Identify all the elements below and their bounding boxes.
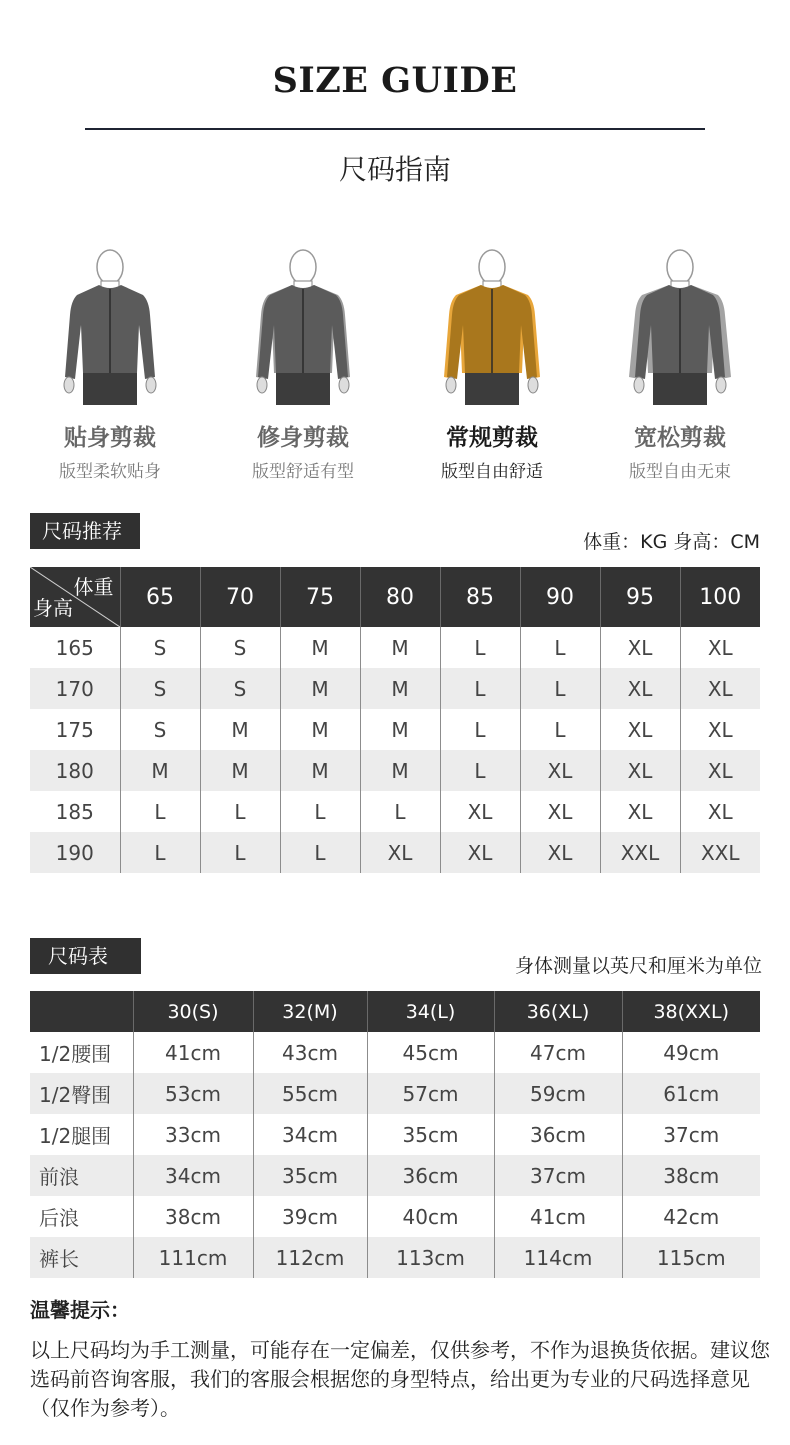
size-cell: L (440, 709, 520, 750)
measure-value-cell: 38cm (622, 1155, 760, 1196)
size-cell: XL (520, 832, 600, 873)
size-cell: XL (680, 668, 760, 709)
fit-desc: 版型舒适有型 (252, 462, 354, 482)
table-header-row (30, 567, 760, 627)
corner-header (30, 567, 120, 627)
jacket-figure-icon (248, 245, 358, 405)
size-cell: XL (520, 791, 600, 832)
table-row (30, 1196, 760, 1237)
measure-value-cell: 55cm (253, 1073, 367, 1114)
measure-value-cell: 38cm (133, 1196, 253, 1237)
weight-header: 70 (200, 567, 280, 627)
fit-item-regular (402, 245, 582, 482)
measure-units-note: 身体测量以英尺和厘米为单位 (514, 955, 762, 977)
size-cell: XL (520, 750, 600, 791)
recommend-units-note: 体重：KG 身高：CM (583, 531, 760, 553)
table-header-row (30, 991, 760, 1032)
title-divider (85, 128, 705, 130)
tips-title: 温馨提示： (30, 1298, 130, 1322)
size-cell: XL (600, 791, 680, 832)
measure-value-cell: 61cm (622, 1073, 760, 1114)
size-cell: L (280, 832, 360, 873)
height-cell: 185 (30, 791, 120, 832)
weight-header: 95 (600, 567, 680, 627)
measure-value-cell: 36cm (494, 1114, 622, 1155)
size-cell: L (280, 791, 360, 832)
measure-value-cell: 49cm (663, 1040, 720, 1065)
measure-value-cell: 115cm (622, 1237, 760, 1278)
table-row (30, 1032, 760, 1073)
section-tag-recommend: 尺码推荐 (30, 513, 140, 549)
fit-item-loose (590, 245, 770, 482)
column-header: 34(L) (367, 991, 494, 1032)
size-cell: L (440, 750, 520, 791)
fit-name: 常规剪裁 (446, 425, 538, 451)
size-measure-table (30, 991, 760, 1278)
measure-value-cell: 37cm (663, 1122, 720, 1147)
table-row (30, 1155, 760, 1196)
table-row (30, 1237, 760, 1278)
jacket-figure-icon (625, 245, 735, 405)
height-cell: 175 (30, 709, 120, 750)
table-row (30, 791, 760, 832)
measure-label-cell: 1/2腰围 (30, 1032, 133, 1073)
measure-value-cell: 36cm (367, 1155, 494, 1196)
size-cell: XXL (600, 832, 680, 873)
table-row (30, 627, 760, 668)
measure-value-cell: 43cm (253, 1032, 367, 1073)
measure-value-cell: 39cm (253, 1196, 367, 1237)
table-row (30, 750, 760, 791)
size-cell: L (520, 627, 600, 668)
size-cell: XL (440, 791, 520, 832)
measure-value-cell: 35cm (253, 1155, 367, 1196)
measure-value-cell: 41cm (133, 1032, 253, 1073)
size-cell: L (120, 832, 200, 873)
size-cell: M (360, 668, 440, 709)
measure-value-cell: 47cm (494, 1032, 622, 1073)
size-cell: M (280, 668, 360, 709)
height-cell: 190 (30, 832, 120, 873)
size-cell: XXL (680, 832, 760, 873)
measure-value-cell: 34cm (253, 1114, 367, 1155)
size-cell: S (120, 627, 200, 668)
weight-header: 85 (440, 567, 520, 627)
jacket-figure-icon (55, 245, 165, 405)
measure-value-cell: 40cm (367, 1196, 494, 1237)
page-title-en: SIZE GUIDE (272, 60, 518, 101)
tips-body: 以上尺码均为手工测量，可能存在一定偏差，仅供参考，不作为退换货依据。建议您选码前咨询客服，我们的客服会根据您的身型特点，给出更为专业的尺码选择意见（仅作为参考）。 (30, 1338, 770, 1420)
measure-label-cell: 前浪 (30, 1155, 133, 1196)
measure-value-cell: 41cm (494, 1196, 622, 1237)
size-cell: XL (600, 750, 680, 791)
measure-value-cell: 57cm (367, 1073, 494, 1114)
weight-axis-label: 体重 (73, 575, 114, 599)
measure-label-cell: 1/2腿围 (30, 1114, 133, 1155)
measure-value-cell: 53cm (133, 1073, 253, 1114)
measure-value-cell: 114cm (494, 1237, 622, 1278)
weight-header: 100 (680, 567, 760, 627)
size-cell: L (440, 668, 520, 709)
size-cell: M (280, 627, 360, 668)
size-cell: XL (707, 799, 733, 824)
measure-value-cell: 113cm (367, 1237, 494, 1278)
size-cell: S (200, 627, 280, 668)
table-row (30, 832, 760, 873)
fit-desc: 版型自由舒适 (441, 462, 543, 482)
measure-value-cell: 35cm (367, 1114, 494, 1155)
size-cell: M (200, 709, 280, 750)
fit-name: 宽松剪裁 (634, 425, 726, 451)
size-cell: S (120, 709, 200, 750)
size-cell: XL (440, 832, 520, 873)
measure-value-cell: 37cm (494, 1155, 622, 1196)
size-cell: M (360, 627, 440, 668)
size-cell: XL (360, 832, 440, 873)
measure-value-cell: 112cm (253, 1237, 367, 1278)
fit-types (0, 245, 790, 485)
weight-header: 75 (280, 567, 360, 627)
height-axis-label: 身高 (33, 596, 73, 620)
table-row (30, 668, 760, 709)
size-cell: S (120, 668, 200, 709)
table-row (30, 1114, 760, 1155)
measure-label-cell: 1/2臀围 (30, 1073, 133, 1114)
size-cell: L (200, 791, 280, 832)
size-cell: L (360, 791, 440, 832)
page-title-cn: 尺码指南 (338, 153, 451, 186)
size-cell: L (520, 668, 600, 709)
measure-value-cell: 33cm (133, 1114, 253, 1155)
size-cell: M (360, 750, 440, 791)
column-header: 38(XXL) (622, 991, 760, 1032)
size-cell: M (360, 709, 440, 750)
measure-label-cell: 后浪 (30, 1196, 133, 1237)
column-header: 32(M) (253, 991, 367, 1032)
table-row (30, 1073, 760, 1114)
fit-name: 贴身剪裁 (64, 425, 156, 451)
column-header: 36(XL) (494, 991, 622, 1032)
fit-desc: 版型自由无束 (629, 462, 731, 482)
size-cell: L (120, 791, 200, 832)
size-cell: M (280, 750, 360, 791)
size-recommend-table (30, 567, 760, 873)
height-cell: 165 (30, 627, 120, 668)
measure-value-cell: 111cm (133, 1237, 253, 1278)
measure-label-cell: 裤长 (30, 1237, 133, 1278)
size-cell: XL (600, 627, 680, 668)
height-cell: 170 (30, 668, 120, 709)
size-cell: XL (600, 668, 680, 709)
column-header: 30(S) (133, 991, 253, 1032)
fit-name: 修身剪裁 (257, 425, 349, 451)
size-cell: XL (680, 750, 760, 791)
size-cell: L (440, 627, 520, 668)
weight-header: 80 (360, 567, 440, 627)
size-cell: L (200, 832, 280, 873)
size-cell: XL (707, 717, 733, 742)
column-header (30, 991, 133, 1032)
fit-desc: 版型柔软贴身 (59, 462, 161, 482)
measure-value-cell: 59cm (494, 1073, 622, 1114)
section-tag-measure: 尺码表 (30, 938, 141, 974)
measure-value-cell: 42cm (663, 1204, 720, 1229)
fit-item-tight (20, 245, 200, 482)
size-cell: S (200, 668, 280, 709)
size-cell: XL (707, 635, 733, 660)
jacket-figure-icon (437, 245, 547, 405)
fit-item-slim (213, 245, 393, 482)
size-cell: M (280, 709, 360, 750)
measure-value-cell: 45cm (367, 1032, 494, 1073)
size-cell: M (200, 750, 280, 791)
weight-header: 90 (520, 567, 600, 627)
size-cell: XL (600, 709, 680, 750)
size-cell: L (520, 709, 600, 750)
table-row (30, 709, 760, 750)
size-cell: M (120, 750, 200, 791)
height-cell: 180 (30, 750, 120, 791)
measure-value-cell: 34cm (133, 1155, 253, 1196)
weight-header: 65 (120, 567, 200, 627)
